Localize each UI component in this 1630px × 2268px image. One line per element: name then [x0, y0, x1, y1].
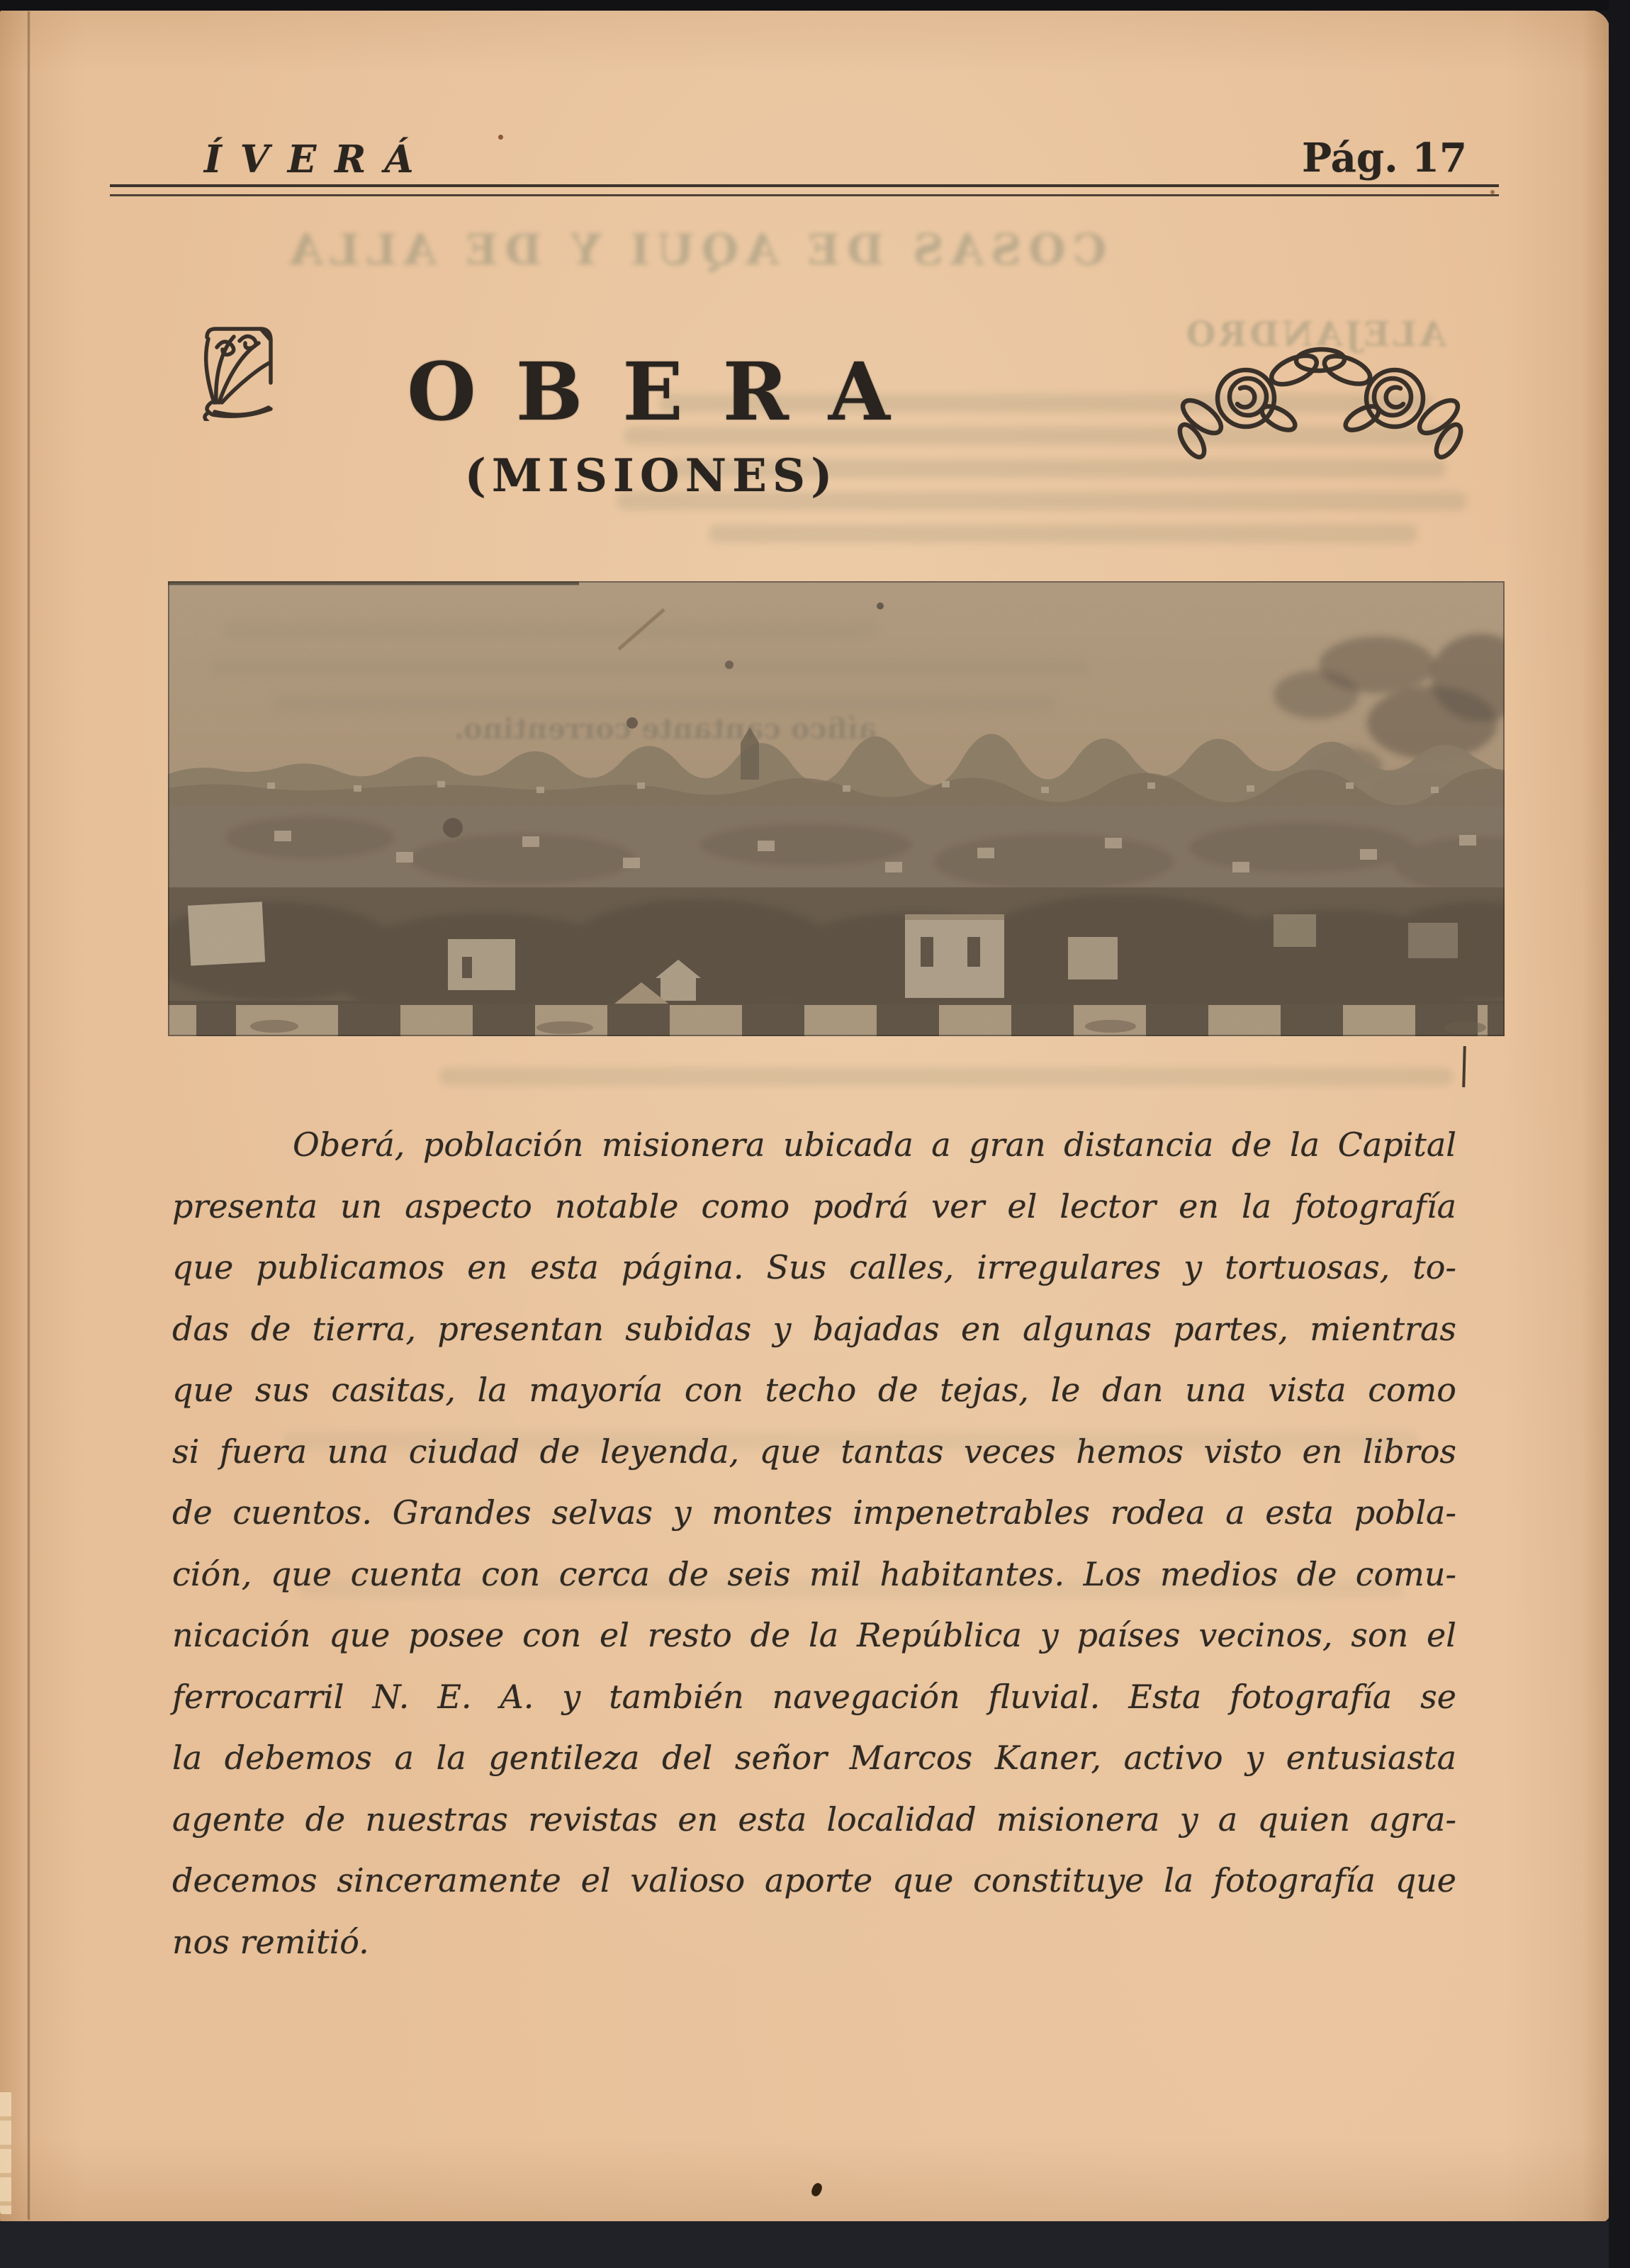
gutter-crease: [28, 11, 30, 2220]
body-text-line: decemos sinceramente el valioso aporte que constituye la fotografía que: [172, 1861, 1456, 1899]
body-text-line: si fuera una ciudad de leyenda, que tantas veces hemos visto en libros: [172, 1432, 1456, 1471]
body-text-line: ferrocarril N. E. A. y también navegación fluvial. Esta fotografía se: [172, 1677, 1456, 1716]
article-title: OBERA: [407, 346, 930, 439]
body-text-line: ción, que cuenta con cerca de seis mil habitantes. Los medios de comu-: [172, 1554, 1456, 1593]
fleuron-ornament: [191, 318, 292, 421]
body-text-line: nicación que posee con el resto de la República y países vecinos, son el: [172, 1616, 1456, 1654]
page-number-label: Pág. 17: [1302, 135, 1467, 181]
masthead-title: ÍVERÁ: [204, 137, 432, 181]
body-text-line: agente de nuestras revistas en esta localidad misionera y a quien agra-: [172, 1800, 1456, 1838]
bleedthrough-title-ghost: COSAS DE AQUI Y DE ALLA: [282, 225, 1107, 275]
scanner-background-top: [0, 0, 1630, 11]
body-paragraph: [172, 1114, 1456, 1972]
body-text-line: de cuentos. Grandes selvas y montes impenetrables rodea a esta pobla-: [172, 1493, 1456, 1532]
bleedthrough-name-ghost: ALEJANDRO: [1183, 315, 1446, 354]
body-text-line: nos remitió.: [172, 1922, 369, 1961]
body-text-line: que publicamos en esta página. Sus calles, irregulares y tortuosas, to-: [172, 1248, 1456, 1286]
ink-speck: [498, 135, 503, 140]
body-text-line: das de tierra, presentan subidas y bajadas en algunas partes, mientras: [172, 1309, 1456, 1348]
article-subtitle: (MISIONES): [464, 449, 838, 503]
scanner-background-bottom: [0, 2221, 1630, 2268]
body-text-line: la debemos a la gentileza del señor Marcos Kaner, activo y entusiasta: [172, 1739, 1456, 1777]
ink-speck: [1490, 190, 1495, 194]
scanner-background-right: [1609, 0, 1630, 2268]
page-edge-stack: [0, 2092, 11, 2214]
body-text-line: Oberá, población misionera ubicada a gran distancia de la Capital: [293, 1125, 1456, 1164]
bleedthrough-line: [709, 524, 1417, 543]
body-text-line: que sus casitas, la mayoría con techo de tejas, le dan una vista como: [172, 1371, 1456, 1409]
town-panorama-photo: [168, 581, 1505, 1036]
rose-garland-ornament: [1175, 330, 1466, 461]
header-double-rule: [110, 184, 1499, 196]
bleedthrough-line: [439, 1067, 1453, 1086]
body-text-line: presenta un aspecto notable como podrá ver el lector en la fotografía: [172, 1186, 1456, 1225]
